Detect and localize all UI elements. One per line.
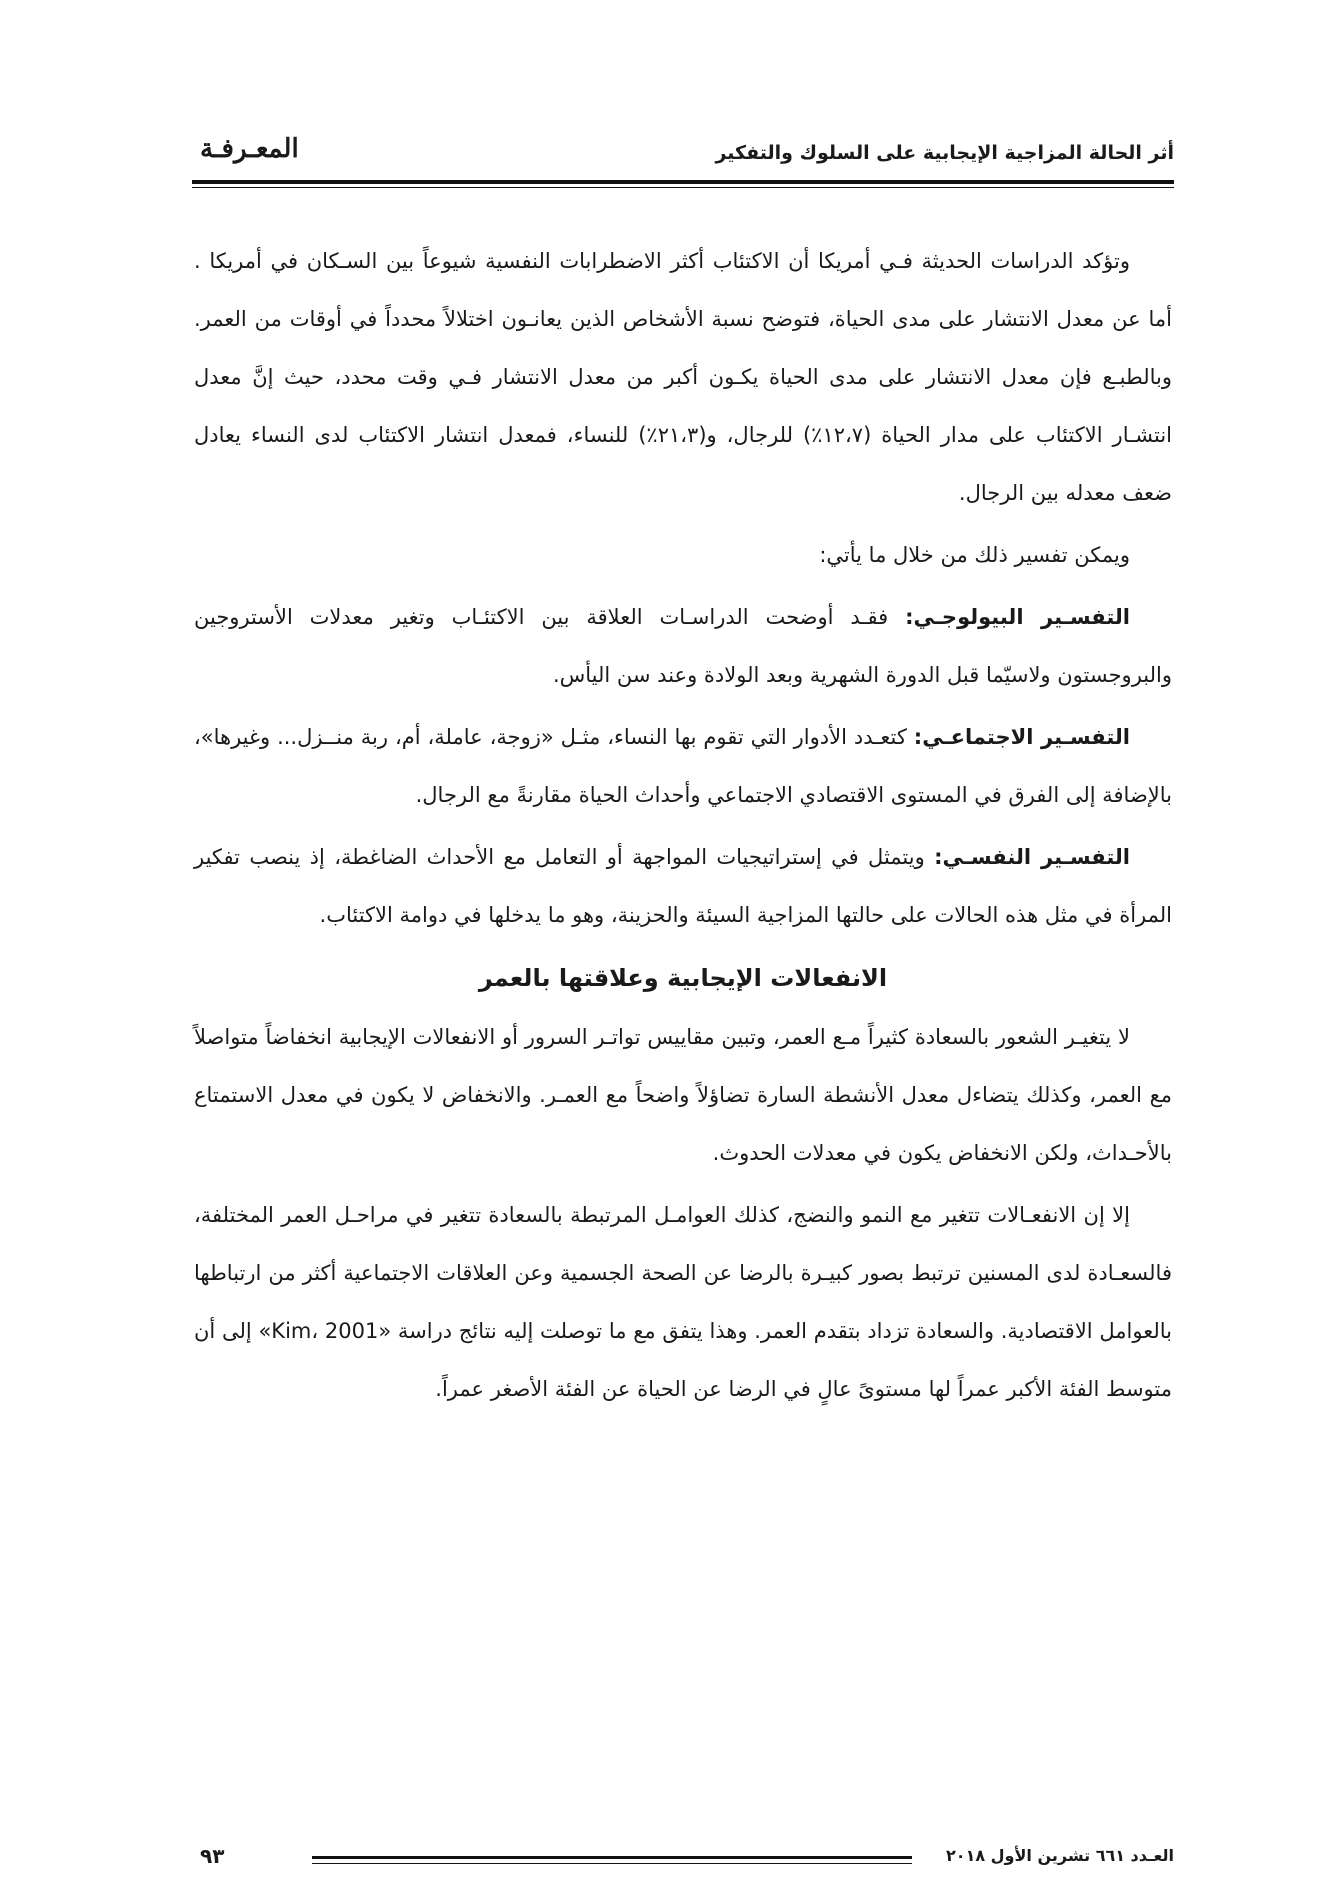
article-body	[194, 232, 1172, 1418]
running-title: أثر الحالة المزاجية الإيجابية على السلوك والتفكير	[715, 142, 1174, 164]
psychological-explanation-text: ويتمثل في إستراتيجيات المواجهة أو التعامل مع الأحداث الضاغطة، إذ ينصب تفكير المرأة في مثل هذه الحالات على حالتها المزاجية السيئة والحزينة، وهو ما يدخلها في دوامة الاكتئاب.	[194, 845, 1172, 927]
paragraph-psychological-explanation	[194, 828, 1172, 944]
header-divider-thin	[192, 187, 1174, 188]
paragraph-social-explanation	[194, 708, 1172, 824]
biological-explanation-label: التفسـير البيولوجـي:	[905, 605, 1130, 629]
social-explanation-label: التفسـير الاجتماعـي:	[913, 725, 1130, 749]
paragraph-happiness-age: لا يتغيـر الشعور بالسعادة كثيراً مـع العمر، وتبين مقاييس تواتـر السرور أو الانفعالات الإيجابية انخفاضاً متواصلاً مع العمر، وكذلك يتضاءل معدل الأنشطة السارة تضاؤلاً واضحاً مع العمـر. والانخفاض لا يكون في معدل الاستمتاع بالأحـداث، ولكن الانخفاض يكون في معدلات الحدوث.	[194, 1025, 1172, 1165]
header-divider	[192, 180, 1174, 184]
page-number: ٩٣	[200, 1844, 225, 1868]
paragraph-explanation-intro: ويمكن تفسير ذلك من خلال ما يأتي:	[819, 543, 1130, 567]
paragraph-depression-prevalence: وتؤكد الدراسات الحديثة فـي أمريكا أن الاكتئاب أكثر الاضطرابات النفسية شيوعاً بين السـكان في أمريكا . أما عن معدل الانتشار على مدى الحياة، فتوضح نسبة الأشخاص الذين يعانـون اختلالاً محدداً في أوقات من العمر. وبالطبـع فإن معدل الانتشار على مدى الحياة يكـون أكبر من معدل الانتشار فـي وقت محدد، حيث إنَّ معدل انتشـار الاكتئاب على مدار الحياة (١٢،٧٪) للرجال، و(٢١،٣٪) للنساء، فمعدل انتشار الاكتئاب لدى النساء يعادل ضعف معدله بين الرجال.	[194, 249, 1172, 505]
page-footer	[192, 1844, 1174, 1878]
magazine-logo: المعـرفـة	[200, 134, 299, 164]
issue-label: العـدد ٦٦١ تشرين الأول ٢٠١٨	[946, 1846, 1174, 1865]
section-heading: الانفعالات الإيجابية وعلاقتها بالعمر	[478, 964, 888, 992]
social-explanation-text: كتعـدد الأدوار التي تقوم بها النساء، مثـل «زوجة، عاملة، أم، ربة منــزل... وغيرها»، بالإضافة إلى الفرق في المستوى الاقتصادي الاجتماعي وأحداث الحياة مقارنةً مع الرجال.	[194, 725, 1172, 807]
biological-explanation-text: فقـد أوضحت الدراسـات العلاقة بين الاكتئـاب وتغير معدلات الأستروجين والبروجستون ولاسيّما قبل الدورة الشهرية وبعد الولادة وعند سن اليأس.	[194, 605, 1172, 687]
page-header	[192, 130, 1174, 174]
paragraph-emotions-maturity: إلا إن الانفعـالات تتغير مع النمو والنضج، كذلك العوامـل المرتبطة بالسعادة تتغير في مراحـل العمر المختلفة، فالسعـادة لدى المسنين ترتبط بصور كبيـرة بالرضا عن الصحة الجسمية وعن العلاقات الاجتماعية أكثر من ارتباطها بالعوامل الاقتصادية. والسعادة تزداد بتقدم العمر. وهذا يتفق مع ما توصلت إليه نتائج دراسة «Kim، 2001» إلى أن متوسط الفئة الأكبر عمراً لها مستوىً عالٍ في الرضا عن الحياة عن الفئة الأصغر عمراً.	[194, 1203, 1172, 1401]
paragraph-biological-explanation	[194, 588, 1172, 704]
psychological-explanation-label: التفسـير النفسـي:	[934, 845, 1130, 869]
footer-divider-thin	[312, 1863, 912, 1864]
footer-divider	[312, 1856, 912, 1859]
